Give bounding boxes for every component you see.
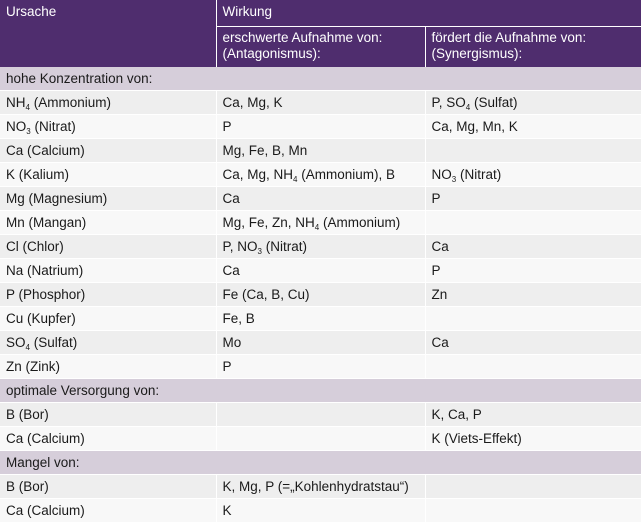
table-row	[0, 307, 641, 331]
cause-cell: $NO_3$ (Nitrat)	[0, 115, 216, 139]
synergism-cell: K (Viets-Effekt)	[425, 427, 641, 451]
section-header	[0, 67, 641, 91]
section-title: optimale Versorgung von:	[0, 379, 641, 403]
cause-cell: P (Phosphor)	[0, 283, 216, 307]
section-title: hohe Konzentration von:	[0, 67, 641, 91]
table-row	[0, 499, 641, 523]
synergism-cell	[425, 211, 641, 235]
antagonism-cell: Ca	[216, 259, 425, 283]
cause-cell: K (Kalium)	[0, 163, 216, 187]
synergism-cell: P	[425, 187, 641, 211]
cause-cell: Cl (Chlor)	[0, 235, 216, 259]
antagonism-cell: P, $NO_3$ (Nitrat)	[216, 235, 425, 259]
antagonism-cell: Ca	[216, 187, 425, 211]
table-row	[0, 355, 641, 379]
synergism-cell: P	[425, 259, 641, 283]
antagonism-cell: Mo	[216, 331, 425, 355]
table-row	[0, 163, 641, 187]
synergism-cell: P, $SO_4$ (Sulfat)	[425, 91, 641, 115]
synergism-cell: Ca, Mg, Mn, K	[425, 115, 641, 139]
table-row	[0, 427, 641, 451]
antagonism-cell: Ca, Mg, K	[216, 91, 425, 115]
synergism-cell	[425, 499, 641, 523]
antagonism-cell: K, Mg, P (=„Kohlenhydratstau“)	[216, 475, 425, 499]
antagonism-cell: P	[216, 355, 425, 379]
antagonism-cell: K	[216, 499, 425, 523]
antagonism-cell	[216, 403, 425, 427]
synergism-cell: K, Ca, P	[425, 403, 641, 427]
cause-cell: B (Bor)	[0, 475, 216, 499]
cause-cell: Zn (Zink)	[0, 355, 216, 379]
antagonism-cell	[216, 427, 425, 451]
table-row	[0, 403, 641, 427]
antagonism-cell: Fe (Ca, B, Cu)	[216, 283, 425, 307]
cause-cell: Ca (Calcium)	[0, 499, 216, 523]
table-row	[0, 475, 641, 499]
cause-cell: Na (Natrium)	[0, 259, 216, 283]
table-row	[0, 187, 641, 211]
synergism-cell: Ca	[425, 235, 641, 259]
table-row	[0, 91, 641, 115]
synergism-cell	[425, 475, 641, 499]
synergism-cell: Zn	[425, 283, 641, 307]
section-title: Mangel von:	[0, 451, 641, 475]
cause-cell: $SO_4$ (Sulfat)	[0, 331, 216, 355]
table-row	[0, 331, 641, 355]
synergism-cell	[425, 139, 641, 163]
antagonism-cell: Fe, B	[216, 307, 425, 331]
table-row	[0, 235, 641, 259]
antagonism-cell: Ca, Mg, $NH_4$ (Ammonium), B	[216, 163, 425, 187]
cause-cell: Cu (Kupfer)	[0, 307, 216, 331]
cause-cell: B (Bor)	[0, 403, 216, 427]
table-row	[0, 139, 641, 163]
antagonism-cell: Mg, Fe, Zn, $NH_4$ (Ammonium)	[216, 211, 425, 235]
cause-cell: $NH_4$ (Ammonium)	[0, 91, 216, 115]
section-header	[0, 451, 641, 475]
header-effect: Wirkung	[216, 0, 641, 27]
synergism-cell	[425, 307, 641, 331]
header-cause: Ursache	[0, 0, 216, 67]
antagonism-cell: Mg, Fe, B, Mn	[216, 139, 425, 163]
section-header	[0, 379, 641, 403]
table-row	[0, 259, 641, 283]
header-antagonism: erschwerte Aufnahme von: (Antagonismus):	[216, 27, 425, 68]
table-row	[0, 115, 641, 139]
antagonism-cell: P	[216, 115, 425, 139]
table-row	[0, 283, 641, 307]
cause-cell: Mg (Magnesium)	[0, 187, 216, 211]
cause-cell: Ca (Calcium)	[0, 427, 216, 451]
table-body	[0, 67, 641, 523]
synergism-cell: Ca	[425, 331, 641, 355]
cause-cell: Ca (Calcium)	[0, 139, 216, 163]
synergism-cell: $NO_3$ (Nitrat)	[425, 163, 641, 187]
table-header	[0, 0, 641, 67]
synergism-cell	[425, 355, 641, 379]
table-row	[0, 211, 641, 235]
header-synergism: fördert die Aufnahme von: (Synergismus):	[425, 27, 641, 68]
cause-cell: Mn (Mangan)	[0, 211, 216, 235]
